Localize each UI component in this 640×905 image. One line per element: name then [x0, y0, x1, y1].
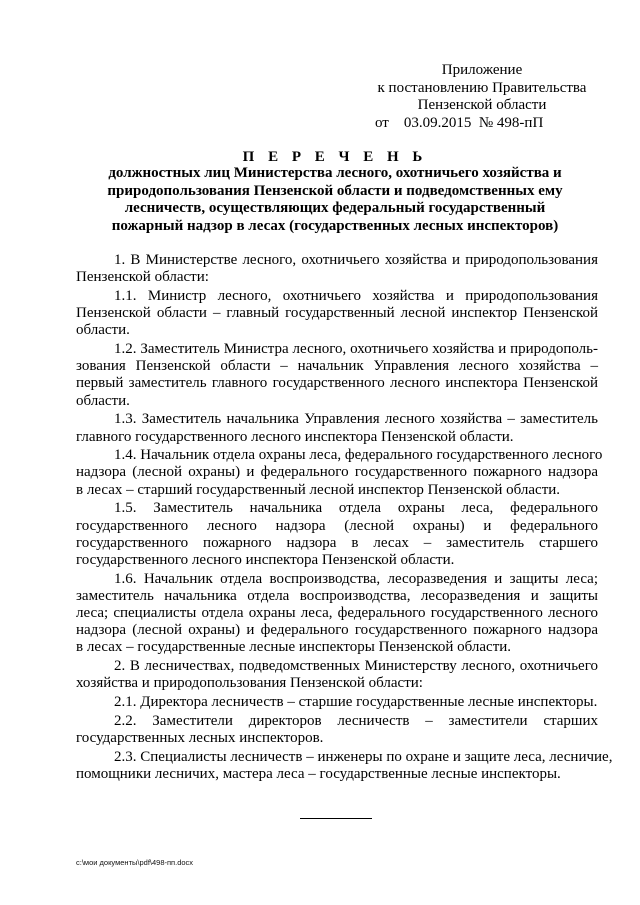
paragraph-2-3: [76, 748, 613, 783]
text-line: 2.3. Специалисты лесничеств – инженеры по охране и защите леса, лесничие,: [114, 748, 613, 765]
subtitle-line: должностных лиц Министерства лесного, охотничьего хозяйства и: [108, 165, 562, 181]
text-line: хозяйства и природопользования Пензенской области:: [76, 675, 423, 692]
text-line: надзора (лесной охраны) и федерального государственного пожарного надзора: [76, 622, 598, 639]
text-line: 1.1. Министр лесного, охотничьего хозяйства и природопользования: [114, 287, 598, 304]
subtitle-line: природопользования Пензенской области и подведомственных ему: [107, 182, 563, 199]
text-line: Пензенской области:: [76, 269, 209, 286]
paragraph-1-1: [76, 288, 598, 340]
document-body: [76, 252, 613, 785]
paragraph-2: [76, 658, 598, 692]
file-path: c:\мои документы\pdf\498-пп.docx: [76, 858, 194, 867]
paragraph-1: [76, 252, 598, 286]
text-line: области.: [76, 392, 130, 409]
appendix-date: 03.09.2015: [403, 114, 472, 131]
text-line: государственных лесных инспекторов.: [76, 729, 324, 746]
footer-divider: [300, 818, 372, 819]
text-line: леса; специалисты отдела охраны леса, федерального государственного лесного: [76, 605, 598, 622]
document-subtitle: [80, 165, 590, 235]
document-title: П Е Р Е Ч Е Н Ь: [242, 149, 428, 165]
appendix-region: Пензенской области: [417, 97, 547, 113]
subtitle-line: пожарный надзор в лесах (государственных лесных инспекторов): [111, 217, 559, 234]
text-line: государственного лесного инспектора Пензенской области.: [76, 551, 455, 568]
paragraph-1-5: [76, 500, 598, 569]
text-line: надзора (лесной охраны) и федерального государственного пожарного надзора: [76, 464, 598, 481]
text-line: 1.3. Заместитель начальника Управления лесного хозяйства – заместитель: [114, 411, 598, 428]
text-line: главного государственного лесного инспектора Пензенской области.: [76, 428, 514, 445]
text-line: государственного лесного надзора (лесной охраны) и федерального: [76, 517, 598, 534]
text-line: в лесах – старший государственный лесной инспектор Пензенской области.: [76, 481, 561, 498]
subtitle-line: лесничеств, осуществляющих федеральный государственный: [124, 200, 546, 216]
appendix-decree: к постановлению Правительства: [377, 79, 587, 96]
text-line: первый заместитель главного государственного лесного инспектора Пензенской: [76, 375, 598, 392]
paragraph-1-3: [76, 411, 598, 445]
appendix-header: [372, 62, 592, 132]
appendix-order-line: [372, 115, 592, 133]
text-line: 1.4. Начальник отдела охраны леса, федерального государственного лесного: [114, 447, 603, 464]
paragraph-2-1: [76, 694, 598, 711]
appendix-prefix: от: [375, 114, 389, 131]
appendix-label: Приложение: [441, 62, 523, 78]
paragraph-1-6: [76, 571, 598, 657]
text-line: 1. В Министерстве лесного, охотничьего хозяйства и природопользования: [114, 252, 598, 268]
text-line: 2.1. Директора лесничеств – старшие государственные лесные инспекторы.: [114, 694, 598, 711]
text-line: 1.2. Заместитель Министра лесного, охотничьего хозяйства и природополь-: [114, 341, 598, 358]
appendix-number: № 498-пП: [478, 114, 544, 131]
paragraph-2-2: [76, 713, 598, 747]
text-line: 1.5. Заместитель начальника отдела охраны леса, федерального: [114, 500, 598, 517]
paragraph-1-2: [76, 341, 598, 410]
text-line: государственного пожарного надзора в лесах – заместитель старшего: [76, 534, 598, 551]
text-line: области.: [76, 322, 130, 339]
text-line: зования Пензенской области – начальник Управления лесного хозяйства –: [76, 358, 598, 375]
text-line: 1.6. Начальник отдела воспроизводства, лесоразведения и защиты леса;: [114, 570, 598, 587]
text-line: Пензенской области – главный государственный лесной инспектор Пензенской: [76, 305, 598, 322]
text-line: 2. В лесничествах, подведомственных Министерству лесного, охотничьего: [114, 658, 598, 675]
paragraph-1-4: [76, 447, 603, 499]
text-line: помощники лесничих, мастера леса – государственные лесные инспекторы.: [76, 765, 561, 782]
text-line: 2.2. Заместители директоров лесничеств – заместители старших: [114, 712, 598, 729]
text-line: заместитель начальника отдела воспроизводства, лесоразведения и защиты: [76, 587, 598, 604]
text-line: в лесах – государственные лесные инспекторы Пензенской области.: [76, 639, 512, 656]
